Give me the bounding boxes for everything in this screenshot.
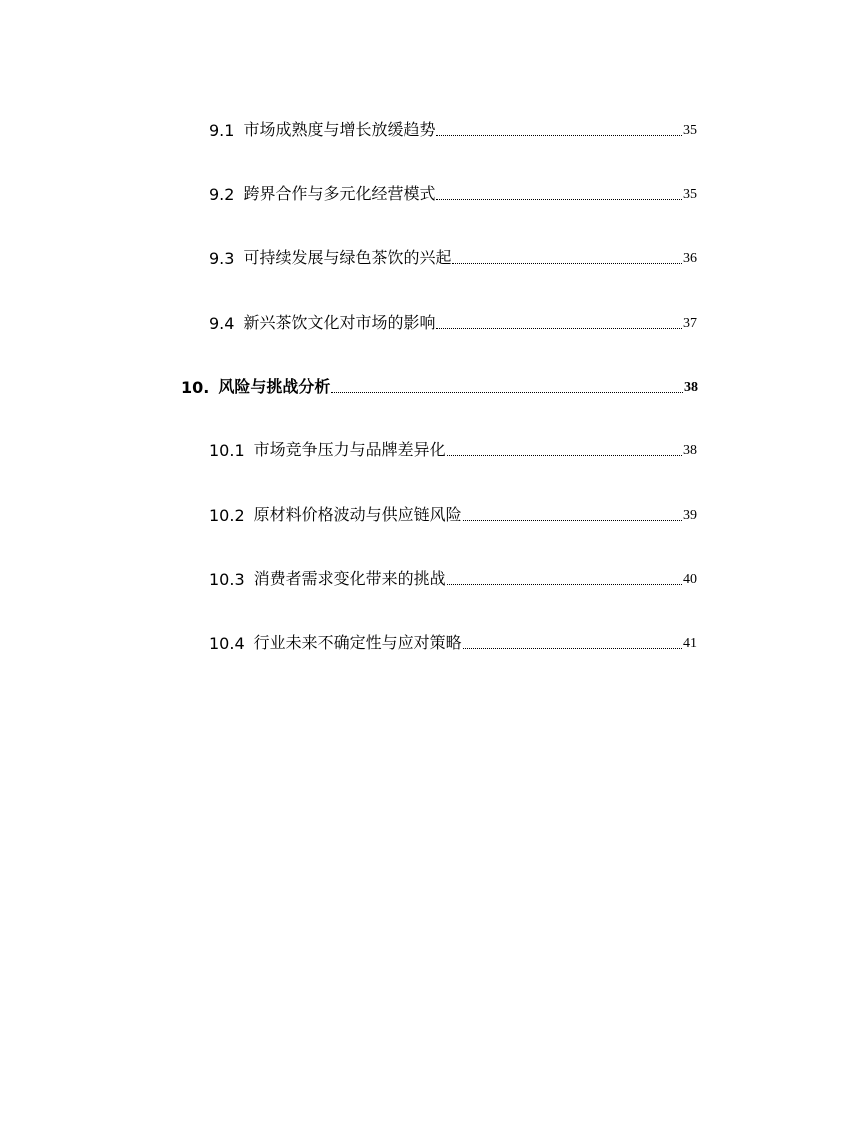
toc-dot-leader <box>463 648 682 649</box>
toc-entry-number: 10.4 <box>209 634 245 653</box>
toc-entry-number: 10.3 <box>209 570 245 589</box>
toc-dot-leader <box>436 328 682 329</box>
toc-entry-title: 市场竞争压力与品牌差异化 <box>253 440 446 459</box>
toc-entry-title: 行业未来不确定性与应对策略 <box>253 633 462 652</box>
toc-entry-number: 10.2 <box>209 506 245 525</box>
toc-entry-number: 9.1 <box>209 121 235 140</box>
toc-entry-page: 38 <box>683 443 697 458</box>
toc-entry-10[interactable] <box>181 375 698 397</box>
toc-dot-leader <box>447 455 682 456</box>
toc-entry-number: 9.3 <box>209 249 235 268</box>
toc-dot-leader <box>447 584 682 585</box>
toc-entry-title: 跨界合作与多元化经营模式 <box>243 184 436 203</box>
toc-entry-page: 41 <box>683 636 697 651</box>
toc-entry-10-4[interactable] <box>209 631 697 653</box>
toc-entry-number: 10.1 <box>209 441 245 460</box>
toc-dot-leader <box>452 263 682 264</box>
toc-entry-number: 9.2 <box>209 185 235 204</box>
toc-dot-leader <box>436 199 682 200</box>
toc-entry-10-3[interactable] <box>209 567 697 589</box>
toc-entry-title: 消费者需求变化带来的挑战 <box>253 569 446 588</box>
toc-entry-title: 市场成熟度与增长放缓趋势 <box>243 120 436 139</box>
toc-entry-page: 35 <box>683 187 697 202</box>
toc-entry-10-1[interactable] <box>209 438 697 460</box>
toc-entry-title: 原材料价格波动与供应链风险 <box>253 505 462 524</box>
toc-entry-9-1[interactable] <box>209 118 697 140</box>
toc-entry-page: 36 <box>683 251 697 266</box>
toc-entry-page: 40 <box>683 572 697 587</box>
toc-dot-leader <box>331 392 683 393</box>
toc-entry-10-2[interactable] <box>209 503 697 525</box>
toc-entry-page: 37 <box>683 316 697 331</box>
toc-entry-9-3[interactable] <box>209 246 697 268</box>
toc-entry-page: 39 <box>683 508 697 523</box>
toc-entry-title: 新兴茶饮文化对市场的影响 <box>243 313 436 332</box>
toc-entry-9-4[interactable] <box>209 311 697 333</box>
toc-entry-number: 10. <box>181 378 210 397</box>
toc-entry-title: 可持续发展与绿色茶饮的兴起 <box>243 248 452 267</box>
toc-entry-page: 35 <box>683 123 697 138</box>
toc-entry-number: 9.4 <box>209 314 235 333</box>
toc-dot-leader <box>436 135 682 136</box>
toc-entry-title: 风险与挑战分析 <box>218 377 331 396</box>
toc-dot-leader <box>463 520 682 521</box>
toc-entry-9-2[interactable] <box>209 182 697 204</box>
toc-entry-page: 38 <box>684 380 698 395</box>
